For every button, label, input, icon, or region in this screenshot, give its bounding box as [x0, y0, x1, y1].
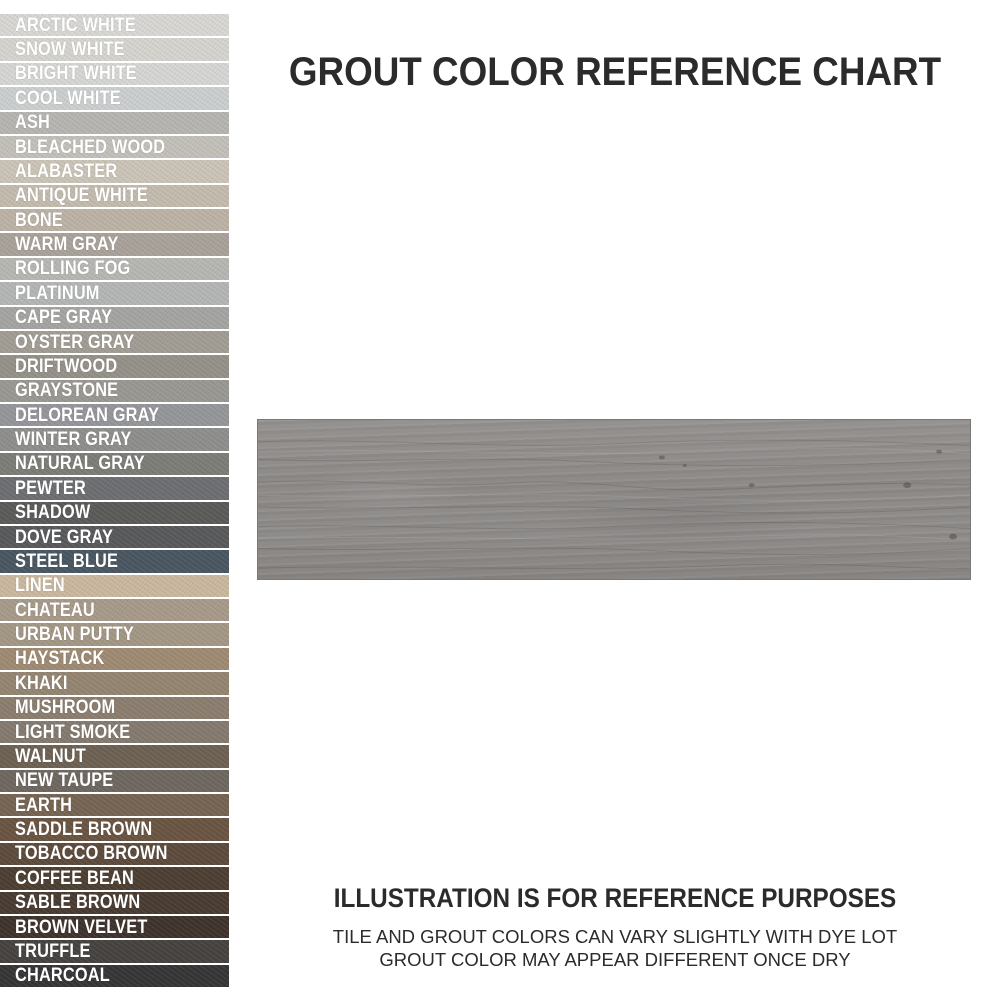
grout-swatch: [0, 770, 229, 792]
grout-swatch: [0, 14, 229, 36]
grout-swatch: [0, 794, 229, 816]
grout-swatch: [0, 331, 229, 353]
grout-swatch: [0, 575, 229, 597]
grout-swatch: [0, 550, 229, 572]
grout-swatch: [0, 916, 229, 938]
grout-swatch-label: DRIFTWOOD: [15, 355, 118, 377]
grout-swatch-label: BRIGHT WHITE: [15, 63, 137, 85]
grout-swatch-label: ALABASTER: [15, 160, 118, 182]
grout-swatch: [0, 843, 229, 865]
grout-swatch: [0, 209, 229, 231]
grout-swatch-label: MUSHROOM: [15, 697, 116, 719]
grout-swatch-label: ARCTIC WHITE: [15, 14, 136, 36]
grout-swatch-label: LIGHT SMOKE: [15, 721, 131, 743]
grout-swatch: [0, 623, 229, 645]
grout-swatch-label: HAYSTACK: [15, 648, 105, 670]
grout-swatch-label: ROLLING FOG: [15, 258, 131, 280]
grout-swatch: [0, 112, 229, 134]
grout-swatch: [0, 404, 229, 426]
grout-swatch-label: TRUFFLE: [15, 940, 91, 962]
grout-swatch-label: GRAYSTONE: [15, 380, 119, 402]
grout-swatch-label: URBAN PUTTY: [15, 624, 135, 646]
grout-swatch: [0, 63, 229, 85]
grout-swatch: [0, 867, 229, 889]
grout-swatch: [0, 648, 229, 670]
grout-swatch: [0, 185, 229, 207]
grout-swatch: [0, 453, 229, 475]
grout-swatch-label: STEEL BLUE: [15, 550, 119, 572]
grout-swatch: [0, 355, 229, 377]
grout-swatch: [0, 87, 229, 109]
grout-swatch-label: DELOREAN GRAY: [15, 404, 160, 426]
grout-swatch-label: NATURAL GRAY: [15, 453, 145, 475]
grout-swatch: [0, 672, 229, 694]
grout-swatch-label: ASH: [15, 112, 51, 134]
grout-swatch-label: SHADOW: [15, 502, 91, 524]
grout-swatch-label: OYSTER GRAY: [15, 331, 135, 353]
grout-swatch-label: SABLE BROWN: [15, 892, 141, 914]
grout-swatch-label: DOVE GRAY: [15, 526, 114, 548]
grout-swatch-label: COFFEE BEAN: [15, 867, 135, 889]
grout-swatch: [0, 818, 229, 840]
grout-swatch-label: BONE: [15, 209, 63, 231]
grout-swatch-label: PLATINUM: [15, 282, 100, 304]
grout-swatch: [0, 599, 229, 621]
grout-swatch: [0, 233, 229, 255]
grout-swatch-label: CHATEAU: [15, 599, 95, 621]
grout-swatch-label: TOBACCO BROWN: [15, 843, 168, 865]
grout-swatch-label: BROWN VELVET: [15, 916, 148, 938]
grout-swatch: [0, 136, 229, 158]
grout-swatch-list: [0, 14, 229, 987]
grout-swatch-label: WALNUT: [15, 745, 86, 767]
grout-swatch: [0, 477, 229, 499]
grout-swatch-label: SNOW WHITE: [15, 39, 125, 61]
grout-swatch-label: CAPE GRAY: [15, 307, 113, 329]
grout-swatch: [0, 282, 229, 304]
grout-swatch-label: KHAKI: [15, 672, 68, 694]
grout-swatch-label: WARM GRAY: [15, 234, 119, 256]
grout-swatch: [0, 721, 229, 743]
grout-swatch: [0, 38, 229, 60]
grout-swatch: [0, 745, 229, 767]
chart-title: GROUT COLOR REFERENCE CHART: [288, 50, 942, 94]
grout-swatch-label: PEWTER: [15, 477, 86, 499]
grout-swatch-label: BLEACHED WOOD: [15, 136, 166, 158]
grout-swatch-label: NEW TAUPE: [15, 770, 114, 792]
disclaimer-line-dye-lot: TILE AND GROUT COLORS CAN VARY SLIGHTLY WITH DYE LOT: [332, 926, 898, 947]
grout-swatch: [0, 940, 229, 962]
grout-swatch: [0, 502, 229, 524]
grout-swatch: [0, 892, 229, 914]
disclaimer-heading: ILLUSTRATION IS FOR REFERENCE PURPOSES: [333, 883, 897, 913]
grout-swatch: [0, 258, 229, 280]
grout-swatch-label: CHARCOAL: [15, 965, 110, 987]
grout-swatch-label: EARTH: [15, 794, 73, 816]
grout-swatch: [0, 307, 229, 329]
grout-swatch: [0, 428, 229, 450]
grout-swatch: [0, 160, 229, 182]
grout-swatch: [0, 965, 229, 987]
grout-swatch: [0, 380, 229, 402]
wood-grain-texture: [258, 420, 970, 579]
wood-tile-illustration: [257, 419, 971, 580]
grout-swatch: [0, 526, 229, 548]
grout-swatch-label: COOL WHITE: [15, 87, 121, 109]
grout-swatch-label: ANTIQUE WHITE: [15, 185, 148, 207]
grout-swatch-label: WINTER GRAY: [15, 429, 132, 451]
grout-swatch-label: LINEN: [15, 575, 65, 597]
disclaimer-line-once-dry: GROUT COLOR MAY APPEAR DIFFERENT ONCE DRY: [379, 949, 851, 970]
grout-swatch-label: SADDLE BROWN: [15, 819, 153, 841]
grout-swatch: [0, 697, 229, 719]
